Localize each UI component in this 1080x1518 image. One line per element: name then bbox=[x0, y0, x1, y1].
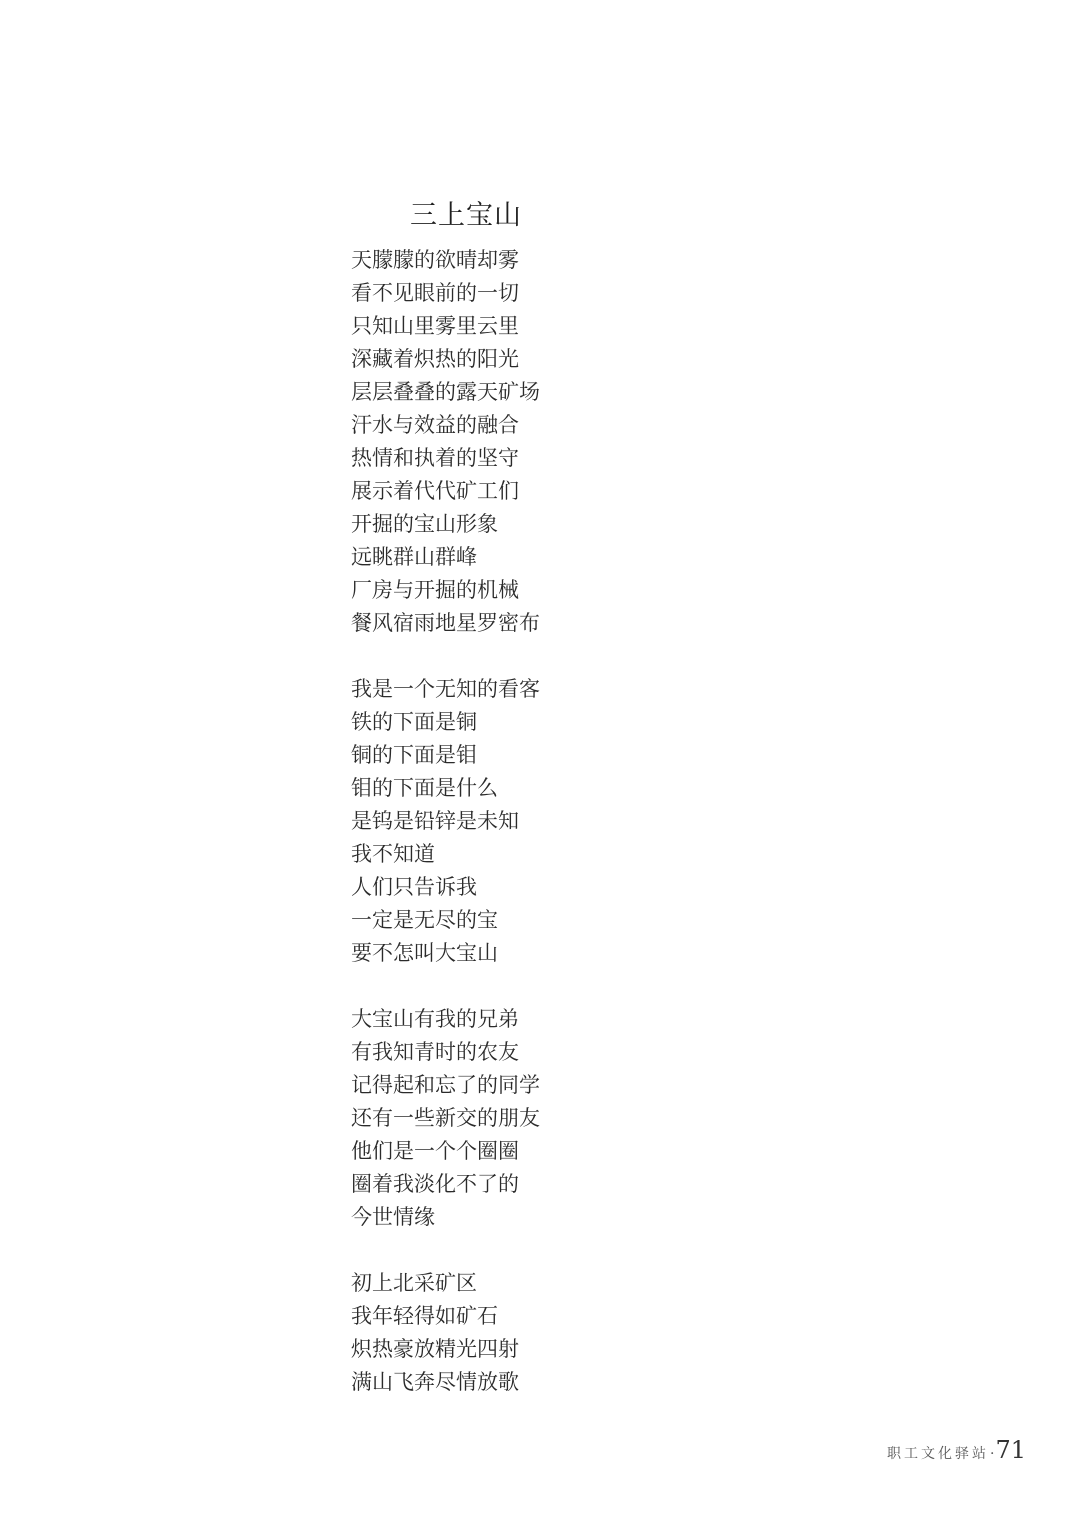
journal-name: 职工文化驿站 bbox=[887, 1446, 989, 1462]
poem-line: 还有一些新交的朋友 bbox=[351, 1106, 540, 1130]
poem-line: 他们是一个个圈圈 bbox=[351, 1139, 519, 1163]
poem-line: 记得起和忘了的同学 bbox=[351, 1073, 540, 1097]
poem-line: 深藏着炽热的阳光 bbox=[351, 347, 519, 371]
poem-line: 要不怎叫大宝山 bbox=[351, 941, 498, 965]
poem-line: 有我知青时的农友 bbox=[351, 1040, 519, 1064]
poem-line: 层层叠叠的露天矿场 bbox=[351, 380, 540, 404]
poem-line: 铁的下面是铜 bbox=[351, 710, 477, 734]
poem-line: 铜的下面是钼 bbox=[351, 743, 477, 767]
poem-line: 一定是无尽的宝 bbox=[351, 908, 498, 932]
poem-line: 我是一个无知的看客 bbox=[351, 677, 540, 701]
poem-line: 展示着代代矿工们 bbox=[351, 479, 519, 503]
poem-line: 我不知道 bbox=[351, 842, 435, 866]
poem-line: 圈着我淡化不了的 bbox=[351, 1172, 519, 1196]
poem-body bbox=[351, 244, 751, 1432]
poem-line: 餐风宿雨地星罗密布 bbox=[351, 611, 540, 635]
stanza-3 bbox=[351, 1003, 751, 1234]
poem-title: 三上宝山 bbox=[410, 200, 522, 231]
poem-line: 初上北采矿区 bbox=[351, 1271, 477, 1295]
poem-line: 炽热豪放精光四射 bbox=[351, 1337, 519, 1361]
poem-line: 热情和执着的坚守 bbox=[351, 446, 519, 470]
poem-line: 我年轻得如矿石 bbox=[351, 1304, 498, 1328]
poem-line: 只知山里雾里云里 bbox=[351, 314, 519, 338]
poem-line: 今世情缘 bbox=[351, 1205, 435, 1229]
poem-line: 是钨是铅锌是未知 bbox=[351, 809, 519, 833]
page-footer bbox=[887, 1436, 1026, 1476]
page-number: 71 bbox=[995, 1436, 1026, 1464]
stanza-2 bbox=[351, 673, 751, 970]
poem-line: 厂房与开掘的机械 bbox=[351, 578, 519, 602]
footer-separator: · bbox=[990, 1446, 995, 1462]
poem-line: 大宝山有我的兄弟 bbox=[351, 1007, 519, 1031]
poem-line: 人们只告诉我 bbox=[351, 875, 477, 899]
poem-line: 钼的下面是什么 bbox=[351, 776, 498, 800]
poem-line: 汗水与效益的融合 bbox=[351, 413, 519, 437]
poem-line: 看不见眼前的一切 bbox=[351, 281, 519, 305]
stanza-4 bbox=[351, 1267, 751, 1399]
poem-line: 天朦朦的欲晴却雾 bbox=[351, 248, 519, 272]
poem-line: 满山飞奔尽情放歌 bbox=[351, 1370, 519, 1394]
stanza-1 bbox=[351, 244, 751, 640]
poem-line: 开掘的宝山形象 bbox=[351, 512, 498, 536]
poem-line: 远眺群山群峰 bbox=[351, 545, 477, 569]
